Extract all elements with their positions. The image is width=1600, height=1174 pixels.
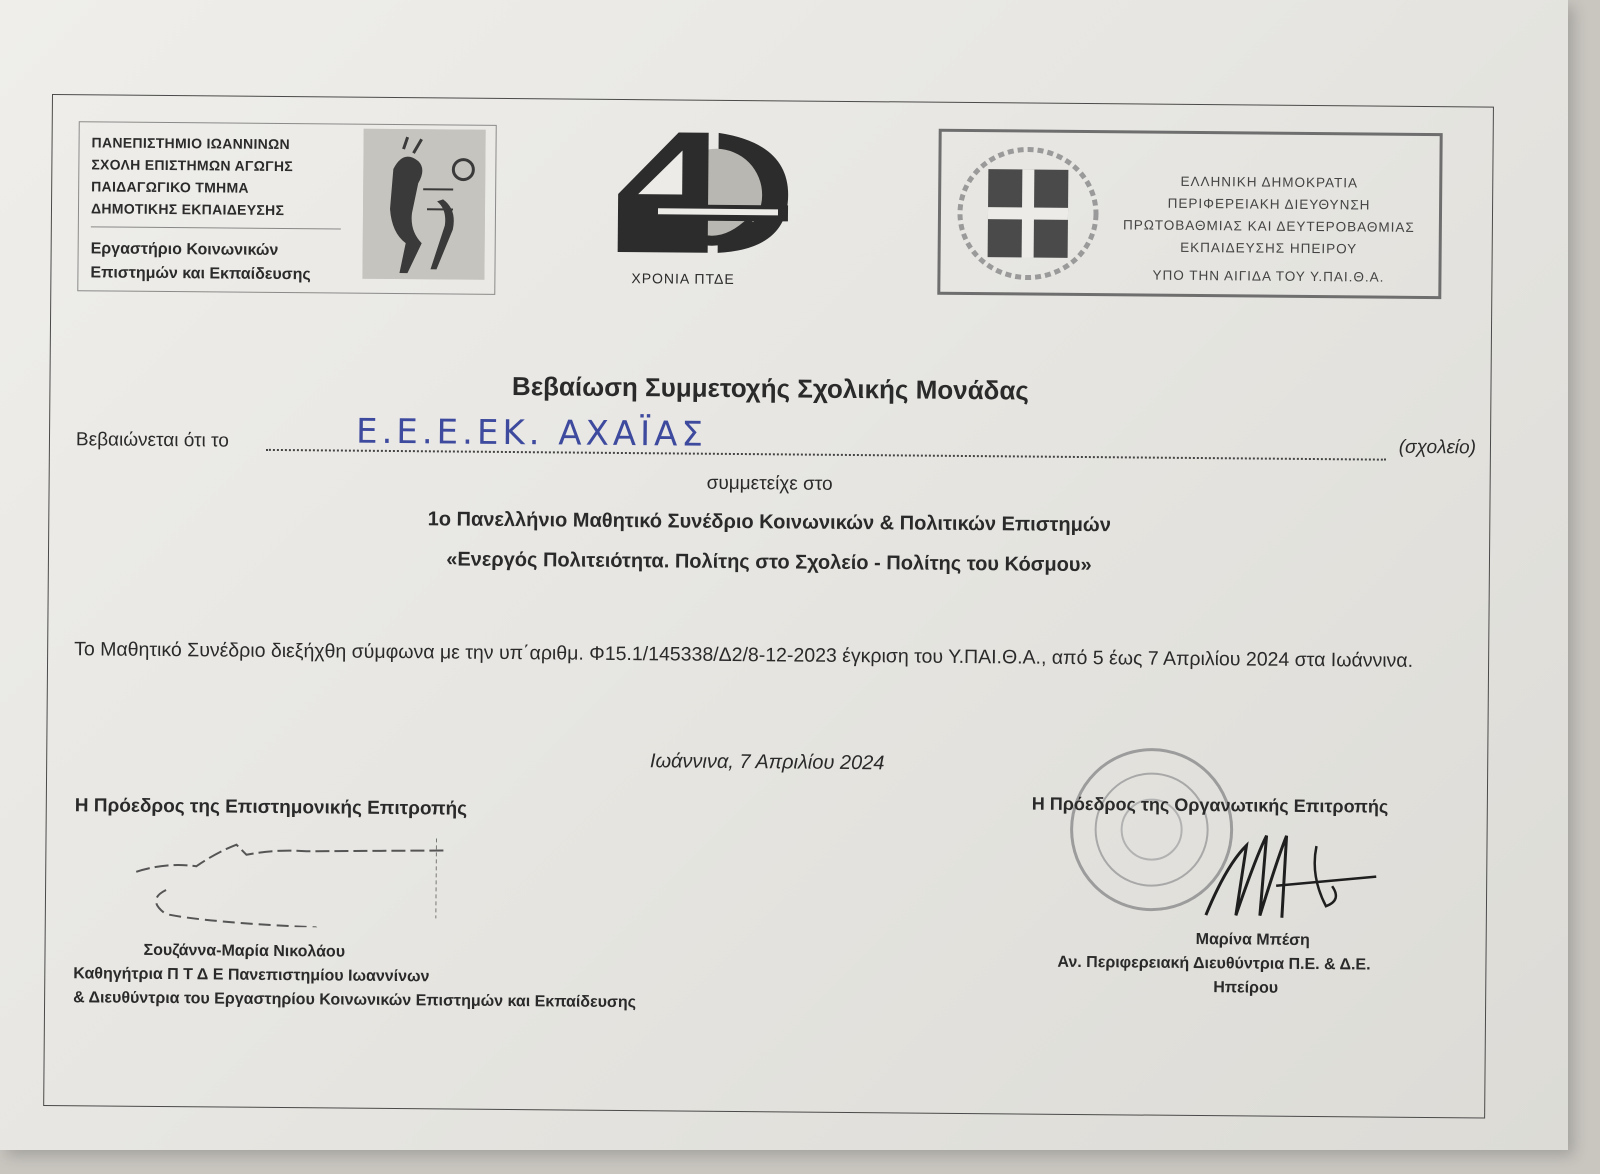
school-name: ΣΧΟΛΗ ΕΠΙΣΤΗΜΩΝ ΑΓΩΓΗΣ — [91, 156, 294, 175]
education-region: ΕΚΠΑΙΔΕΥΣΗΣ ΗΠΕΙΡΟΥ — [1180, 239, 1358, 257]
greek-coat-of-arms-icon — [952, 144, 1103, 283]
ptde-caption: ΧΡΟΝΙΑ ΠΤΔΕ — [631, 270, 735, 287]
ptde-years-logo — [608, 124, 799, 261]
certify-prefix: Βεβαιώνεται ότι το — [75, 429, 229, 452]
education-levels: ΠΡΩΤΟΒΑΘΜΙΑΣ ΚΑΙ ΔΕΥΤΕΡΟΒΑΘΜΙΑΣ — [1122, 217, 1415, 235]
signatory-right-role-2: Ηπείρου — [1213, 979, 1279, 997]
school-label: (σχολείο) — [1398, 436, 1477, 459]
regional-directorate: ΠΕΡΙΦΕΡΕΙΑΚΗ ΔΙΕΥΘΥΝΣΗ — [1167, 195, 1371, 213]
university-name: ΠΑΝΕΠΙΣΤΗΜΙΟ ΙΩΑΝΝΙΝΩΝ — [91, 134, 291, 153]
signatory-left-role-2: & Διευθύντρια του Εργαστηρίου Κοινωνικών Επιστημών και Εκπαίδευσης — [73, 989, 637, 1012]
ministry-header-block — [937, 129, 1442, 299]
scientific-committee-chair-title: Η Πρόεδρος της Επιστημονικής Επιτροπής — [74, 795, 468, 820]
organizing-committee-chair-title: Η Πρόεδρος της Οργανωτικής Επιτροπής — [1031, 793, 1389, 817]
ancient-figure-logo — [362, 129, 485, 280]
took-part-text: συμμετείχε στο — [706, 472, 833, 495]
certify-row — [75, 411, 1477, 465]
university-logo-block — [77, 121, 496, 295]
divider — [91, 226, 341, 229]
department-name: ΠΑΙΔΑΓΩΓΙΚΟ ΤΜΗΜΑ — [91, 178, 249, 196]
signatory-right-role: Αν. Περιφερειακή Διευθύντρια Π.Ε. & Δ.Ε. — [1057, 953, 1371, 974]
conference-theme: «Ενεργός Πολιτειότητα. Πολίτης στο Σχολείο - Πολίτης του Κόσμου» — [446, 548, 1092, 577]
department-name-2: ΔΗΜΟΤΙΚΗΣ ΕΚΠΑΙΔΕΥΣΗΣ — [90, 200, 285, 219]
signature-right-icon — [1196, 825, 1387, 927]
signatory-left-role: Καθηγήτρια Π Τ Δ Ε Πανεπιστημίου Ιωαννίνων — [73, 965, 430, 986]
lab-name-line2: Επιστημών και Εκπαίδευσης — [90, 264, 311, 284]
page-title: Βεβαίωση Συμμετοχής Σχολικής Μονάδας — [511, 371, 1030, 406]
lab-name-line1: Εργαστήριο Κοινωνικών — [90, 240, 279, 259]
signature-left-icon — [126, 836, 447, 929]
conference-name: 1ο Πανελλήνιο Μαθητικό Συνέδριο Κοινωνικών & Πολιτικών Επιστημών — [427, 508, 1111, 537]
patronage-line: ΥΠΟ ΤΗΝ ΑΙΓΙΔΑ ΤΟΥ Υ.ΠΑΙ.Θ.Α. — [1152, 267, 1385, 285]
place-date: Ιωάννινα, 7 Απριλίου 2024 — [649, 750, 885, 775]
approval-paragraph: Το Μαθητικό Συνέδριο διεξήχθη σύμφωνα με την υπ΄αριθμ. Φ15.1/145338/Δ2/8-12-2023 έγκριση του Υ.ΠΑΙ.Θ.Α., από 5 έως 7 Απριλίου 2024 στα Ιωάννινα. — [74, 638, 1414, 672]
certificate-frame — [43, 94, 1494, 1119]
hellenic-republic: ΕΛΛΗΝΙΚΗ ΔΗΜΟΚΡΑΤΙΑ — [1180, 173, 1359, 191]
signatory-left-name: Σουζάννα-Μαρία Νικολάου — [143, 941, 346, 961]
signatory-right-name: Μαρίνα Μπέση — [1195, 931, 1310, 950]
handwritten-school-name: Ε.Ε.Ε.ΕΚ. ΑΧΑΪΑΣ — [355, 411, 708, 455]
